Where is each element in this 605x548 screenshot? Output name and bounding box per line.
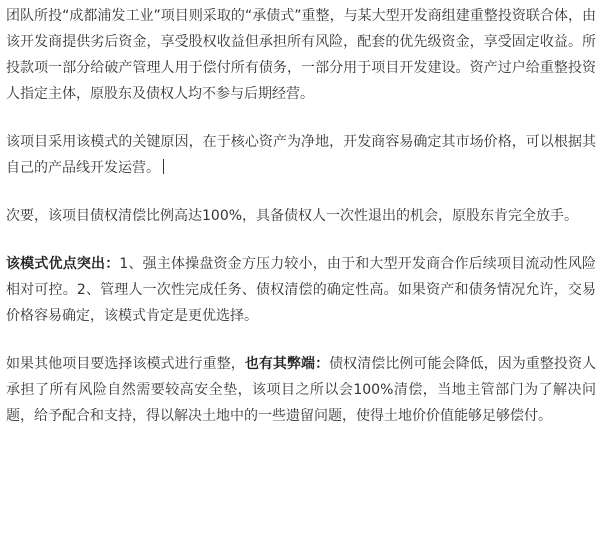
paragraph-5-text-after: 债权清偿比例可能会降低，因为重整投资人承担了所有风险自然需要较高安全垫，该项目之所以会100%清偿，当地主管部门为了解决问题，给予配合和支持，得以解决土地中的一些遗留问题，使得土地价价值能够足够偿付。 (6, 356, 597, 424)
text-cursor (163, 159, 164, 174)
paragraph-4 (6, 251, 596, 329)
paragraph-2 (6, 129, 596, 181)
article-body (6, 0, 596, 429)
drawbacks-heading: 也有其弊端： (244, 356, 330, 372)
paragraph-5-text-before: 如果其他项目要选择该模式进行重整， (6, 356, 245, 372)
paragraph-3-text: 次要，该项目债权清偿比例高达100%，具备债权人一次性退出的机会，原股东肯完全放手。 (6, 208, 579, 224)
paragraph-4-text: 1、强主体操盘资金方压力较小，由于和大型开发商合作后续项目流动性风险相对可控。2、管理人一次性完成任务、债权清偿的确定性高。如果资产和债务情况允许，交易价格容易确定，该模式肯定是更优选择。 (6, 256, 597, 324)
paragraph-2-text: 该项目采用该模式的关键原因，在于核心资产为净地，开发商容易确定其市场价格，可以根据其自己的产品线开发运营。 (6, 134, 596, 176)
paragraph-3 (6, 203, 596, 229)
paragraph-1 (6, 3, 596, 107)
paragraph-1-text: 团队所投“成都浦发工业”项目则采取的“承债式”重整，与某大型开发商组建重整投资联合体，由该开发商提供劣后资金，享受股权收益但承担所有风险，配套的优先级资金，享受固定收益。所投款项一部分给破产管理人用于偿付所有债务，一部分用于项目开发建设。资产过户给重整投资人指定主体，原股东及债权人均不参与后期经营。 (6, 8, 596, 102)
paragraph-5 (6, 351, 596, 429)
advantages-heading: 该模式优点突出： (6, 256, 120, 272)
